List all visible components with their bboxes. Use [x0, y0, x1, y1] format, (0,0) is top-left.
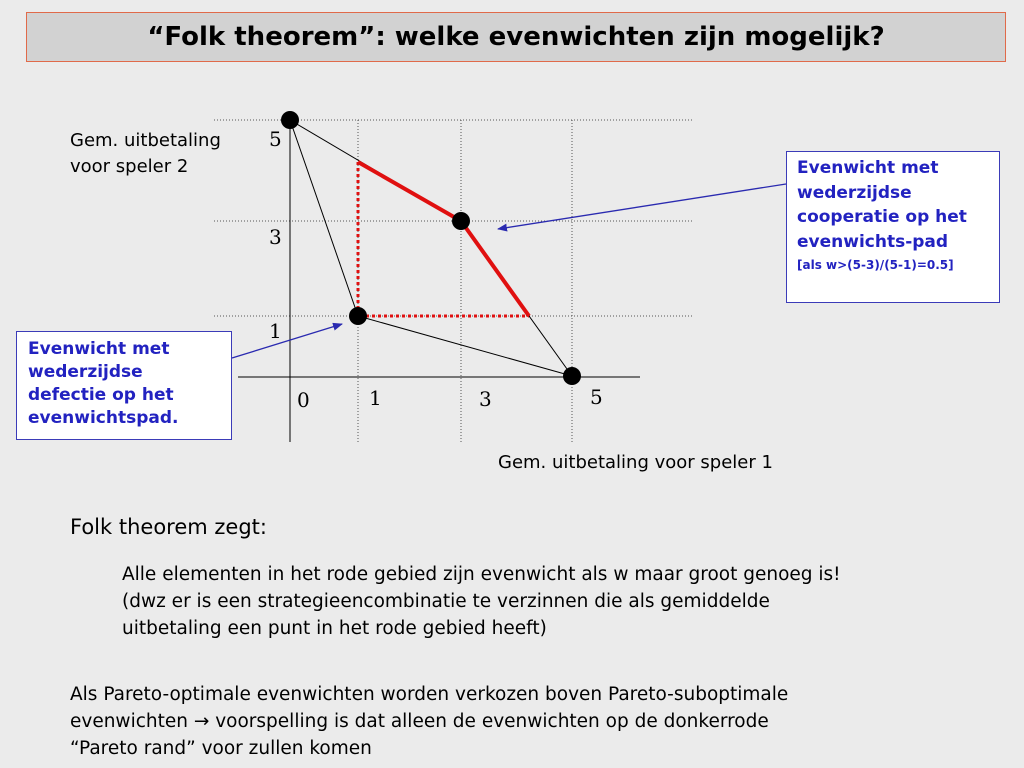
cooperation-callout-text: Evenwicht met wederzijdse cooperatie op het evenwichts-pad [797, 158, 967, 252]
y-tick-5: 5 [269, 127, 282, 151]
x-tick-0: 0 [297, 388, 310, 412]
section-heading: Folk theorem zegt: [70, 515, 267, 539]
y-tick-3: 3 [269, 225, 282, 249]
x-tick-1: 1 [369, 386, 382, 410]
point-1-1 [349, 307, 367, 325]
cooperation-callout-arrow [498, 184, 786, 229]
x-tick-3: 3 [479, 387, 492, 411]
cooperation-callout-condition: [als w>(5-3)/(5-1)=0.5] [797, 258, 954, 272]
pareto-frontier [358, 162, 529, 316]
feasible-region-outline [290, 120, 572, 376]
point-3-3 [452, 212, 470, 230]
x-axis-label: Gem. uitbetaling voor speler 1 [498, 452, 773, 473]
y-tick-1: 1 [269, 319, 282, 343]
defection-equilibrium-callout [16, 331, 232, 440]
point-5-0 [563, 367, 581, 385]
x-tick-5: 5 [590, 385, 603, 409]
y-axis-label: Gem. uitbetaling voor speler 2 [70, 130, 221, 177]
cooperation-equilibrium-callout [786, 151, 1000, 303]
grid-lines [214, 120, 692, 442]
paragraph-2: Als Pareto-optimale evenwichten worden verkozen boven Pareto-suboptimale evenwichten → voorspelling is dat alleen de evenwichten op de donkerrode “Pareto rand” voor zullen komen [70, 684, 789, 759]
point-0-5 [281, 111, 299, 129]
slide-title: “Folk theorem”: welke evenwichten zijn mogelijk? [147, 22, 885, 52]
defection-callout-arrow [232, 324, 342, 358]
red-region-dotted-boundary [358, 162, 529, 316]
defection-callout-text: Evenwicht met wederzijdse defectie op het evenwichtspad. [28, 339, 179, 428]
paragraph-1: Alle elementen in het rode gebied zijn evenwicht als w maar groot genoeg is! (dwz er is een strategieencombinatie te verzinnen die als gemiddelde uitbetaling een punt in het rode gebied heeft) [122, 564, 841, 639]
